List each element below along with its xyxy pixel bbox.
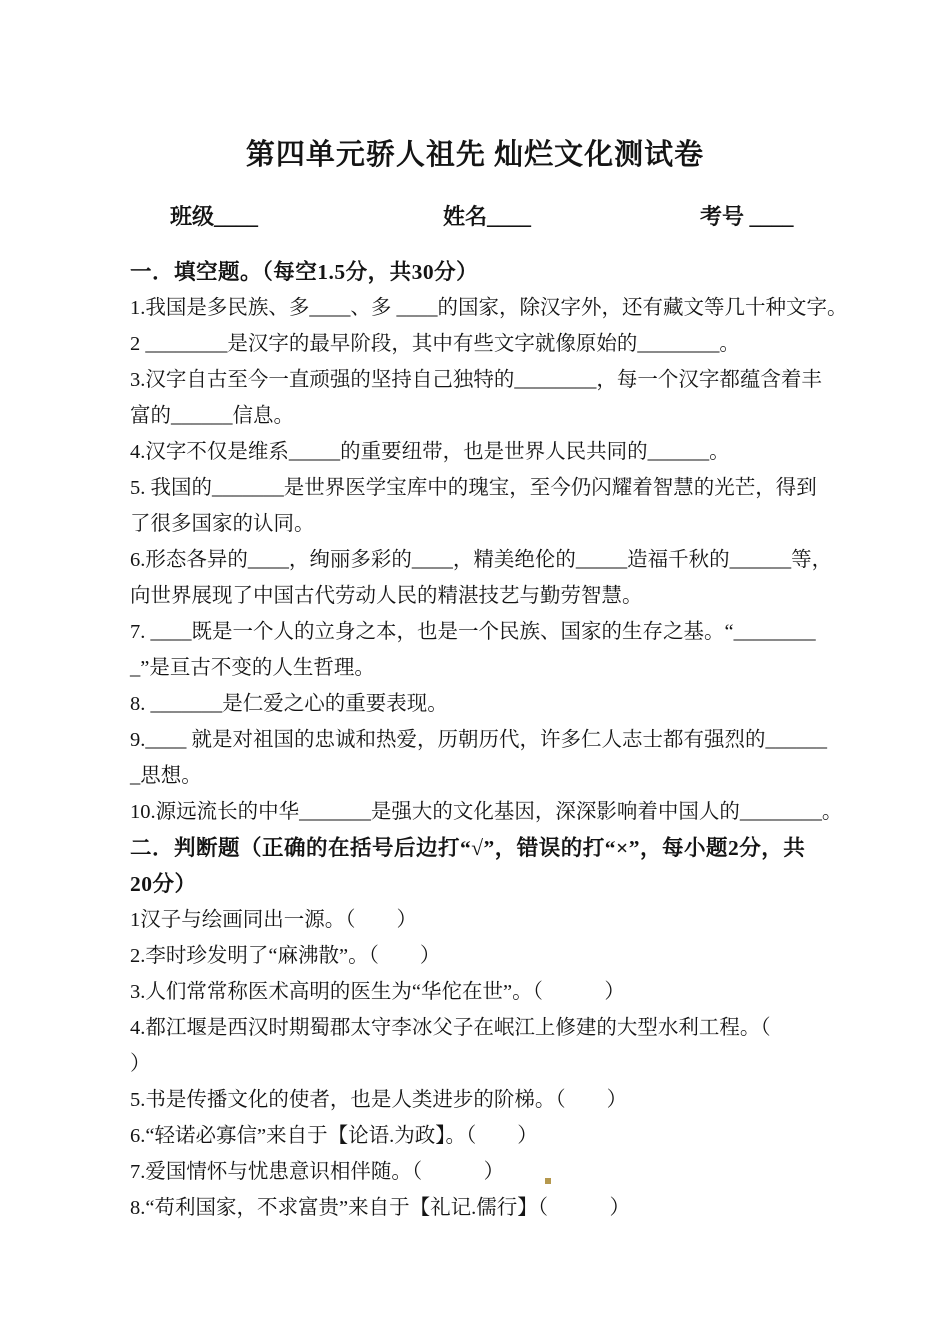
section-heading-line: 一．填空题。（每空1.5分，共30分） xyxy=(130,260,479,284)
question-line: 4.汉字不仅是维系_____的重要纽带，也是世界人民共同的______。 xyxy=(130,441,730,463)
question-line: 向世界展现了中国古代劳动人民的精湛技艺与勤劳智慧。 xyxy=(130,585,643,607)
paper-title: 第四单元骄人祖先 灿烂文化测试卷 xyxy=(245,139,705,171)
question-line: 10.源远流长的中华_______是强大的文化基因，深深影响着中国人的________。 xyxy=(130,801,843,823)
name-field: 姓名____ xyxy=(443,204,532,229)
question-line: 3.汉字自古至今一直顽强的坚持自己独特的________，每一个汉字都蕴含着丰 xyxy=(130,369,822,391)
question-line: 3.人们常常称医术高明的医生为“华佗在世”。（ ） xyxy=(130,981,625,1003)
question-line: 9.____ 就是对祖国的忠诚和热爱，历朝历代，许多仁人志士都有强烈的______ xyxy=(130,729,827,751)
section-heading-line: 二．判断题（正确的在括号后边打“√”，错误的打“×”，每小题2分，共 xyxy=(130,836,806,860)
question-line: 6.形态各异的____，绚丽多彩的____，精美绝伦的_____造福千秋的______等， xyxy=(130,549,833,571)
question-line: _”是亘古不变的人生哲理。 xyxy=(130,657,375,679)
question-line: 了很多国家的认同。 xyxy=(130,513,315,535)
question-line: 1.我国是多民族、多____、多 ____的国家，除汉字外，还有藏文等几十种文字。 xyxy=(130,297,848,319)
class-field: 班级____ xyxy=(170,204,259,229)
scan-artifact-dot xyxy=(545,1178,551,1184)
question-line: _思想。 xyxy=(130,765,202,787)
paper-body xyxy=(130,254,890,1226)
student-info-row xyxy=(0,200,950,232)
question-line: 1汉子与绘画同出一源。（ ） xyxy=(130,909,417,931)
question-line: 7.爱国情怀与忧患意识相伴随。（ ） xyxy=(130,1161,505,1183)
question-line: 6.“轻诺必寡信”来自于【论语.为政】。（ ） xyxy=(130,1125,538,1147)
question-line: 4.都江堰是西汉时期蜀郡太守李冰父子在岷江上修建的大型水利工程。（ xyxy=(130,1017,771,1039)
question-line: 8. _______是仁爱之心的重要表现。 xyxy=(130,693,448,715)
question-line: ） xyxy=(130,1053,151,1075)
exam-number-field: 考号 ____ xyxy=(700,204,794,229)
question-line: 7. ____既是一个人的立身之本，也是一个民族、国家的生存之基。“________ xyxy=(130,621,816,643)
question-line: 2 ________是汉字的最早阶段，其中有些文字就像原始的________。 xyxy=(130,333,740,355)
question-line: 富的______信息。 xyxy=(130,405,294,427)
question-line: 5. 我国的_______是世界医学宝库中的瑰宝，至今仍闪耀着智慧的光芒，得到 xyxy=(130,477,817,499)
question-line: 8.“苟利国家，不求富贵”来自于【礼记.儒行】（ ） xyxy=(130,1197,630,1219)
section-heading-line: 20分） xyxy=(130,872,197,896)
question-line: 5.书是传播文化的使者，也是人类进步的阶梯。（ ） xyxy=(130,1089,628,1111)
question-line: 2.李时珍发明了“麻沸散”。（ ） xyxy=(130,945,441,967)
